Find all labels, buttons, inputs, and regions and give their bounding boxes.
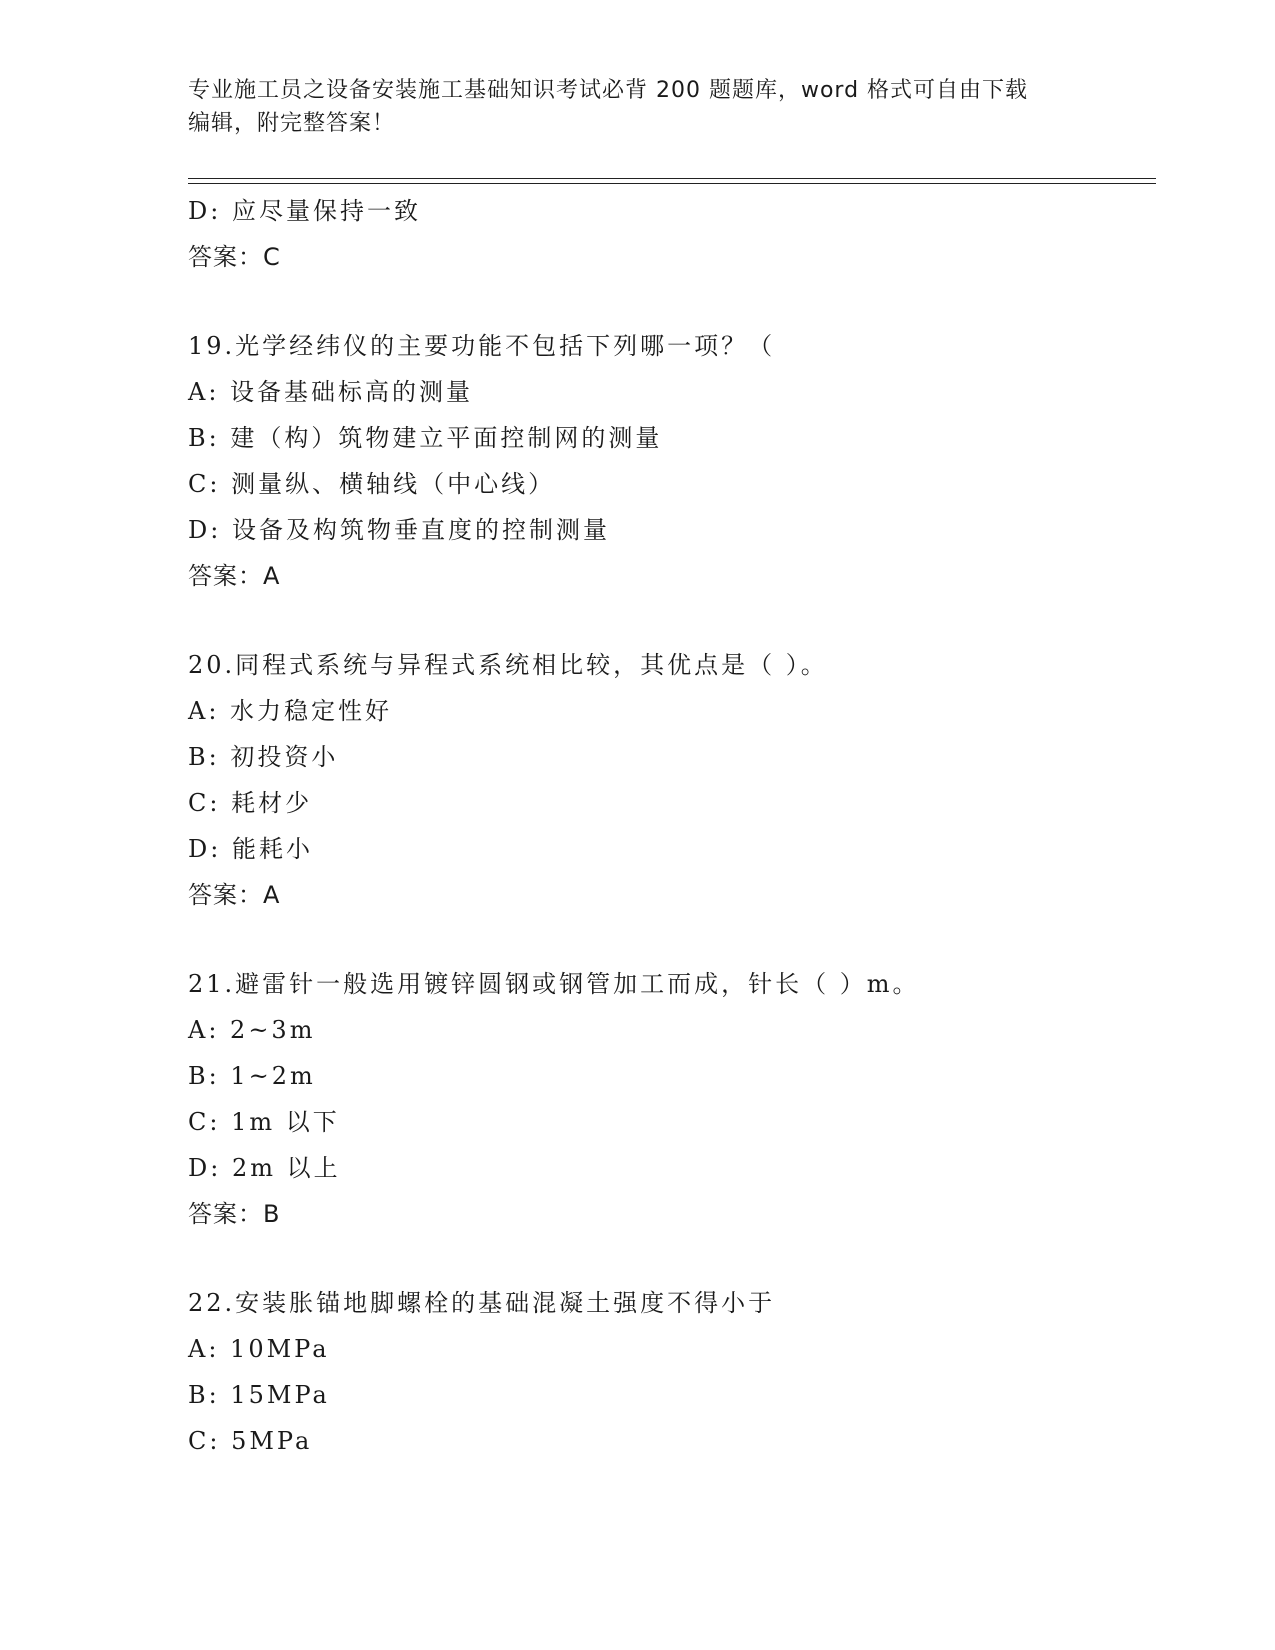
question-stem: 20.同程式系统与异程式系统相比较，其优点是（ ）。 [188,651,828,679]
question-stem: 19.光学经纬仪的主要功能不包括下列哪一项？（ [188,332,776,360]
option-a: A: 2~3m [188,1016,316,1044]
option-b: B: 15MPa [188,1381,330,1409]
option-a: A: 设备基础标高的测量 [188,378,474,406]
answer-line [188,872,1148,918]
option-d: D: 2m 以上 [188,1154,341,1182]
header-line-1: 专业施工员之设备安装施工基础知识考试必背 200 题题库，word 格式可自由下载 [188,78,1029,103]
option-b: B: 建（构）筑物建立平面控制网的测量 [188,424,663,452]
option-c: C: 测量纵、横轴线（中心线） [188,470,556,498]
answer-line [188,1191,1148,1237]
question-stem: 21.避雷针一般选用镀锌圆钢或钢管加工而成，针长（ ）m。 [188,970,920,998]
option-b: B: 1~2m [188,1062,316,1090]
option-a: A: 水力稳定性好 [188,697,393,725]
answer-value: C [263,243,281,271]
option-d: D: 能耗小 [188,835,313,863]
answer-line [188,553,1148,599]
answer-value: A [263,562,281,590]
answer-label: 答案： [188,562,263,590]
answer-value: A [263,881,281,909]
header-line-2: 编辑，附完整答案！ [188,111,396,136]
question-list [188,188,1148,1464]
document-header [188,74,1078,140]
option-d: D: 应尽量保持一致 [188,197,421,225]
option-c: C: 1m 以下 [188,1108,340,1136]
answer-label: 答案： [188,243,263,271]
option-d: D: 设备及构筑物垂直度的控制测量 [188,516,610,544]
option-a: A: 10MPa [188,1335,330,1363]
header-rule-bottom [188,183,1156,184]
option-b: B: 初投资小 [188,743,339,771]
option-c: C: 耗材少 [188,789,313,817]
answer-label: 答案： [188,1200,263,1228]
answer-value: B [263,1200,281,1228]
option-c: C: 5MPa [188,1427,313,1455]
header-rule-top [188,178,1156,179]
answer-label: 答案： [188,881,263,909]
question-stem: 22.安装胀锚地脚螺栓的基础混凝土强度不得小于 [188,1289,776,1317]
answer-line [188,234,1148,280]
